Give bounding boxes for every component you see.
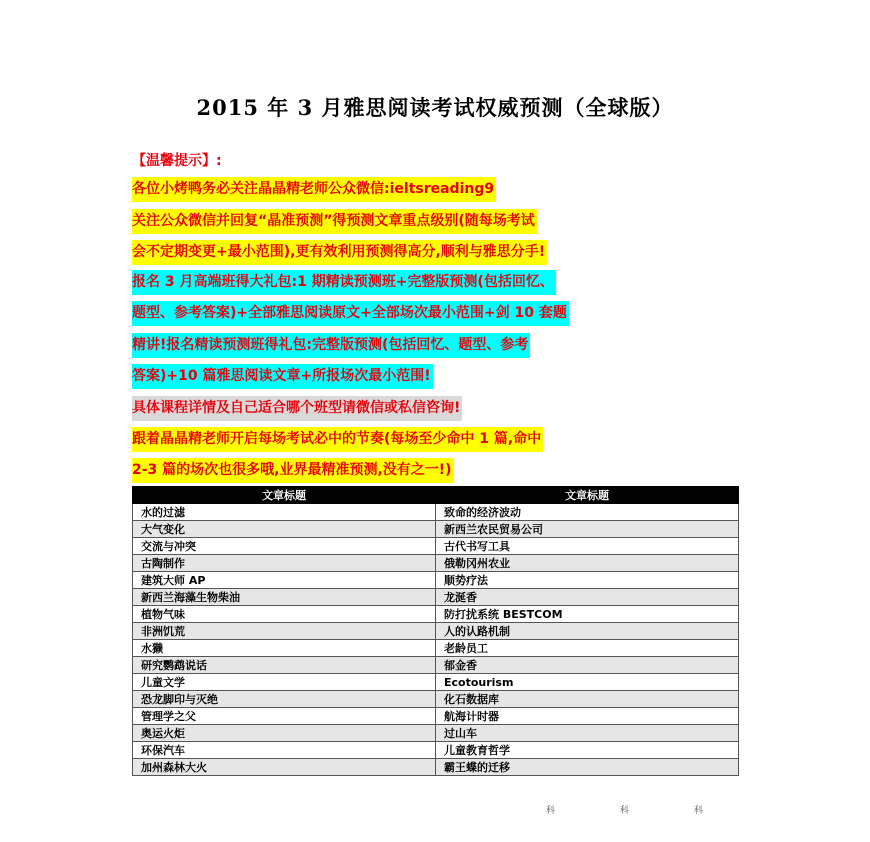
table-cell: 植物气味 bbox=[133, 606, 436, 623]
table-cell: 航海计时器 bbox=[436, 708, 739, 725]
table-cell: 恐龙脚印与灭绝 bbox=[133, 691, 436, 708]
table-cell: 龙涎香 bbox=[436, 589, 739, 606]
table-row bbox=[133, 538, 739, 555]
table-header-row bbox=[133, 487, 739, 504]
table-cell: 化石数据库 bbox=[436, 691, 739, 708]
table-cell: 奥运火炬 bbox=[133, 725, 436, 742]
table-row bbox=[133, 708, 739, 725]
table-row bbox=[133, 640, 739, 657]
table-cell: 郁金香 bbox=[436, 657, 739, 674]
table-row bbox=[133, 742, 739, 759]
table-cell: 管理学之父 bbox=[133, 708, 436, 725]
table-cell: 致命的经济波动 bbox=[436, 504, 739, 521]
notice-line-3: 会不定期变更+最小范围),更有效利用预测得高分,顺利与雅思分手! bbox=[132, 240, 547, 265]
notice-line-4: 报名 3 月高端班得大礼包:1 期精读预测班+完整版预测(包括回忆、 bbox=[132, 270, 556, 295]
table-cell: 过山车 bbox=[436, 725, 739, 742]
header-article-title-1: 文章标题 bbox=[133, 487, 436, 504]
notice-line-5: 题型、参考答案)+全部雅思阅读原文+全部场次最小范围+剑 10 套题 bbox=[132, 301, 569, 326]
table-cell: 建筑大师 AP bbox=[133, 572, 436, 589]
table-cell: 古代书写工具 bbox=[436, 538, 739, 555]
tip-label: 【温馨提示】: bbox=[132, 153, 222, 169]
notice-line-10: 2-3 篇的场次也很多哦,业界最精准预测,没有之一!) bbox=[132, 458, 454, 483]
table-cell: 老龄员工 bbox=[436, 640, 739, 657]
table-cell: 水的过滤 bbox=[133, 504, 436, 521]
article-table bbox=[132, 486, 739, 776]
table-row bbox=[133, 691, 739, 708]
notice-line-9: 跟着晶晶精老师开启每场考试必中的节奏(每场至少命中 1 篇,命中 bbox=[132, 427, 543, 452]
notice-line-6: 精讲!报名精读预测班得礼包:完整版预测(包括回忆、题型、参考 bbox=[132, 333, 530, 358]
table-cell: 儿童教育哲学 bbox=[436, 742, 739, 759]
table-cell: 加州森林大火 bbox=[133, 759, 436, 776]
table-cell: 霸王蝶的迁移 bbox=[436, 759, 739, 776]
table-cell: 交流与冲突 bbox=[133, 538, 436, 555]
document-title: 2015 年 3 月雅思阅读考试权威预测（全球版） bbox=[196, 95, 674, 120]
table-row bbox=[133, 555, 739, 572]
table-row bbox=[133, 504, 739, 521]
table-row bbox=[133, 725, 739, 742]
table-cell: 新西兰海藻生物柴油 bbox=[133, 589, 436, 606]
footer-char-2: 科 bbox=[620, 806, 630, 816]
footer-char-3: 科 bbox=[694, 806, 704, 816]
table-row bbox=[133, 623, 739, 640]
header-article-title-2: 文章标题 bbox=[436, 487, 739, 504]
table-cell: 研究鹦鹉说话 bbox=[133, 657, 436, 674]
table-row bbox=[133, 572, 739, 589]
table-row bbox=[133, 589, 739, 606]
table-row bbox=[133, 657, 739, 674]
notice-line-8: 具体课程详情及自己适合哪个班型请微信或私信咨询! bbox=[132, 396, 462, 421]
table-row bbox=[133, 606, 739, 623]
table-cell: 古陶制作 bbox=[133, 555, 436, 572]
table-cell: 新西兰农民贸易公司 bbox=[436, 521, 739, 538]
table-row bbox=[133, 674, 739, 691]
table-cell: 非洲饥荒 bbox=[133, 623, 436, 640]
table-row bbox=[133, 521, 739, 538]
table-cell: Ecotourism bbox=[436, 674, 739, 691]
table-cell: 环保汽车 bbox=[133, 742, 436, 759]
table-cell: 水獭 bbox=[133, 640, 436, 657]
table-cell: 人的认路机制 bbox=[436, 623, 739, 640]
table-cell: 顺势疗法 bbox=[436, 572, 739, 589]
notice-line-2: 关注公众微信并回复“晶准预测”得预测文章重点级别(随每场考试 bbox=[132, 209, 537, 234]
table-cell: 俄勒冈州农业 bbox=[436, 555, 739, 572]
footer-char-1: 科 bbox=[546, 806, 556, 816]
table-cell: 大气变化 bbox=[133, 521, 436, 538]
table-row bbox=[133, 759, 739, 776]
notice-line-7: 答案)+10 篇雅思阅读文章+所报场次最小范围! bbox=[132, 364, 433, 389]
notice-line-1: 各位小烤鸭务必关注晶晶精老师公众微信:ieltsreading9 bbox=[132, 177, 496, 202]
table-cell: 防打扰系统 BESTCOM bbox=[436, 606, 739, 623]
table-cell: 儿童文学 bbox=[133, 674, 436, 691]
